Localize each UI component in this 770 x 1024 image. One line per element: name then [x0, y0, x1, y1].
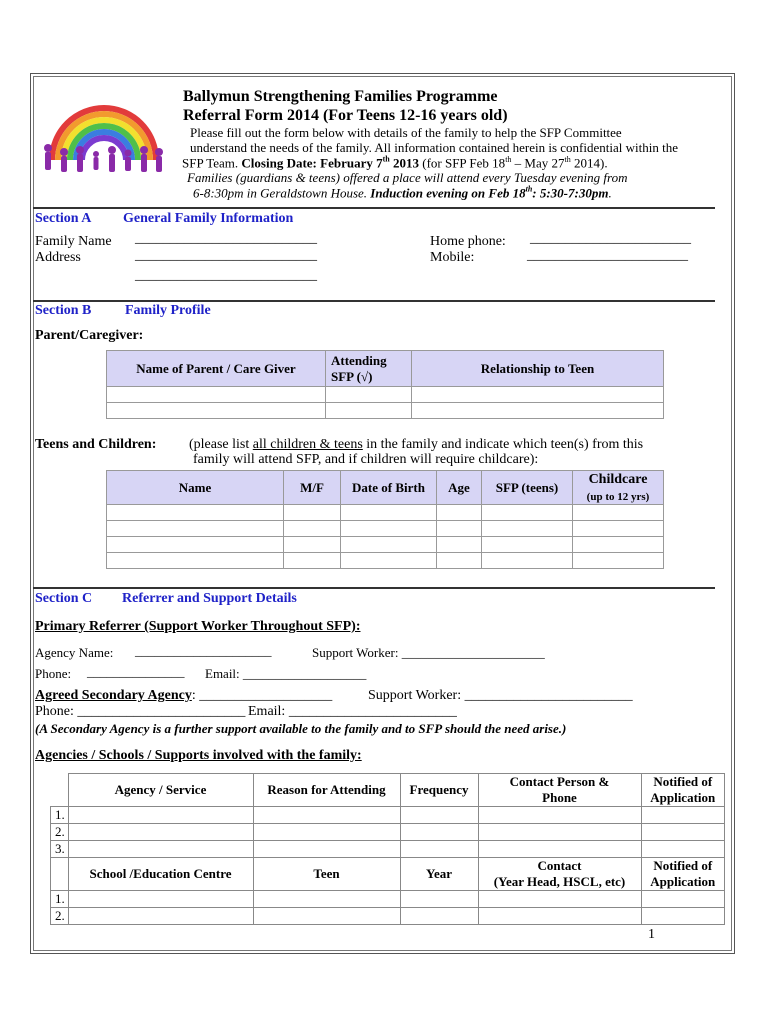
col-school-notified-line2: Application [650, 874, 716, 889]
secondary-email-field[interactable]: Email: ________________________ [248, 704, 457, 719]
agencies-table-header [51, 774, 725, 807]
teens-children-label: Teens and Children: [35, 437, 157, 452]
cell[interactable] [341, 537, 437, 553]
col-name: Name [107, 471, 284, 505]
cell[interactable] [437, 521, 482, 537]
agencies-heading: Agencies / Schools / Supports involved with the family: [35, 748, 362, 763]
section-divider-a [33, 207, 715, 209]
secondary-agency-heading: Agreed Secondary Agency [35, 688, 192, 703]
phone-field[interactable]: _______________ [87, 664, 185, 679]
table-row[interactable] [51, 807, 725, 824]
cell[interactable] [253, 841, 400, 858]
row-number: 2. [51, 824, 69, 841]
col-childcare-line2: (up to 12 yrs) [586, 491, 650, 503]
col-school-notified [641, 858, 725, 891]
section-a-label: Section A [35, 211, 92, 226]
section-c-label: Section C [35, 591, 93, 606]
cell[interactable] [478, 908, 641, 925]
col-contact-line1: Contact Person & [509, 774, 610, 789]
cell[interactable] [326, 403, 412, 419]
parent-table-header [107, 351, 664, 387]
page-number: 1 [648, 927, 655, 942]
secondary-support-worker-field[interactable]: Support Worker: ________________________ [368, 688, 633, 703]
induction-time: : 5:30-7:30pm [532, 185, 609, 201]
cell [51, 858, 69, 891]
induction-text: Induction evening on Feb 18 [370, 185, 526, 201]
cell[interactable] [253, 807, 400, 824]
primary-referrer-heading: Primary Referrer (Support Worker Throughout SFP): [35, 619, 361, 634]
table-row[interactable] [107, 521, 664, 537]
cell[interactable] [482, 537, 573, 553]
cell[interactable] [478, 891, 641, 908]
family-name-label: Family Name [35, 234, 112, 249]
teens-note-line2: family will attend SFP, and if children will require childcare): [193, 452, 539, 467]
intro-text-line2: understand the needs of the family. All information contained herein is confidential within the [190, 140, 678, 155]
cell[interactable] [573, 553, 664, 569]
row-number: 3. [51, 841, 69, 858]
teens-note-emphasis: all children & teens [252, 437, 363, 452]
intro-text-line3 [182, 155, 608, 171]
col-school-notified-line1: Notified of [653, 858, 713, 873]
cell[interactable] [437, 505, 482, 521]
row-number: 1. [51, 807, 69, 824]
col-attending [326, 351, 412, 387]
cell[interactable] [341, 553, 437, 569]
rainbow-logo-icon [34, 80, 174, 185]
section-a-title: General Family Information [123, 211, 294, 226]
form-subtitle: Referral Form 2014 (For Teens 12-16 years old) [183, 107, 508, 124]
cell[interactable] [68, 841, 253, 858]
mobile-field[interactable]: _______________________ [527, 248, 688, 263]
cell[interactable] [68, 891, 253, 908]
col-reason: Reason for Attending [253, 774, 400, 807]
home-phone-field[interactable]: _______________________ [530, 231, 691, 246]
cell[interactable] [68, 824, 253, 841]
cell[interactable] [326, 387, 412, 403]
col-notified-line2: Application [650, 790, 716, 805]
cell[interactable] [482, 521, 573, 537]
sfp-dates-year: 2014). [570, 155, 608, 171]
col-attending-line1: Attending [331, 352, 387, 368]
teens-note-start: (please list [189, 437, 253, 452]
col-notified-line1: Notified of [653, 774, 713, 789]
cell[interactable] [253, 891, 400, 908]
cell[interactable] [573, 521, 664, 537]
col-school-contact-line2: (Year Head, HSCL, etc) [493, 874, 626, 889]
secondary-phone-field[interactable]: Phone: ________________________ [35, 704, 246, 719]
col-childcare-line1: Childcare [588, 472, 648, 487]
col-childcare [573, 471, 664, 505]
closing-date-text: Closing Date: February 7 [241, 155, 383, 171]
cell[interactable] [107, 403, 326, 419]
table-row[interactable] [107, 553, 664, 569]
induction-period: . [608, 185, 612, 201]
cell[interactable] [482, 505, 573, 521]
table-row[interactable] [51, 824, 725, 841]
sfp-dates-start: (for SFP Feb 18 [418, 155, 506, 171]
col-parent-name: Name of Parent / Care Giver [107, 351, 326, 387]
cell[interactable] [641, 807, 725, 824]
col-year: Year [400, 858, 478, 891]
section-divider-b [33, 300, 715, 302]
col-teen: Teen [253, 858, 400, 891]
col-school: School /Education Centre [68, 858, 253, 891]
cell[interactable] [107, 537, 284, 553]
cell[interactable] [641, 841, 725, 858]
sfp-dates-end: – May 27 [511, 155, 565, 171]
table-row[interactable] [107, 403, 664, 419]
cell[interactable] [107, 505, 284, 521]
cell[interactable] [253, 824, 400, 841]
agency-name-label: Agency Name: [35, 645, 114, 660]
cell[interactable] [284, 505, 341, 521]
intro-text-line1: Please fill out the form below with details of the family to help the SFP Committee [190, 125, 622, 140]
secondary-agency-note: (A Secondary Agency is a further support available to the family and to SFP should the need arise.) [35, 721, 567, 736]
cell [51, 774, 69, 807]
teens-note-line1 [189, 437, 643, 453]
closing-date-year: 2013 [389, 155, 419, 171]
cell[interactable] [412, 403, 664, 419]
cell[interactable] [107, 553, 284, 569]
cell[interactable] [253, 908, 400, 925]
table-row[interactable] [51, 891, 725, 908]
mobile-label: Mobile: [430, 250, 475, 265]
table-row[interactable] [107, 537, 664, 553]
cell[interactable] [400, 824, 478, 841]
cell[interactable] [573, 505, 664, 521]
agency-name-field[interactable]: _____________________ [135, 643, 272, 658]
col-notified [641, 774, 725, 807]
section-b-label: Section B [35, 303, 92, 318]
row-number: 2. [51, 908, 69, 925]
cell[interactable] [641, 824, 725, 841]
cell[interactable] [400, 841, 478, 858]
col-school-contact [478, 858, 641, 891]
cell[interactable] [412, 387, 664, 403]
support-worker-field[interactable]: Support Worker: ______________________ [312, 645, 545, 660]
parent-caregiver-label: Parent/Caregiver: [35, 328, 144, 343]
cell[interactable] [341, 521, 437, 537]
induction-sup: th [525, 185, 533, 194]
form-title: Ballymun Strengthening Families Programme [183, 88, 498, 105]
col-mf: M/F [284, 471, 341, 505]
italic-note-line1: Families (guardians & teens) offered a place will attend every Tuesday evening from [187, 170, 628, 185]
cell[interactable] [68, 908, 253, 925]
sfp-logo [34, 80, 174, 185]
cell[interactable] [478, 807, 641, 824]
cell[interactable] [341, 505, 437, 521]
teens-table-header [107, 471, 664, 505]
address-label: Address [35, 250, 81, 265]
col-attending-line2: SFP (√) [331, 368, 373, 384]
cell[interactable] [478, 824, 641, 841]
parent-table [106, 350, 664, 419]
cell[interactable] [107, 387, 326, 403]
teens-note-end: in the family and indicate which teen(s) from this [362, 437, 644, 452]
cell[interactable] [641, 891, 725, 908]
secondary-agency-field[interactable]: : ___________________ [191, 688, 333, 703]
teens-table [106, 470, 664, 569]
italic-note-line2 [193, 185, 612, 201]
agencies-table [50, 773, 725, 925]
email-field[interactable]: Email: ___________________ [205, 666, 367, 681]
cell[interactable] [641, 908, 725, 925]
cell[interactable] [284, 521, 341, 537]
cell[interactable] [400, 891, 478, 908]
cell[interactable] [478, 841, 641, 858]
cell[interactable] [437, 553, 482, 569]
sfp-dates-sup2: th [564, 155, 571, 164]
col-sfp-teens: SFP (teens) [482, 471, 573, 505]
col-agency-service: Agency / Service [68, 774, 253, 807]
row-number: 1. [51, 891, 69, 908]
col-contact-person [478, 774, 641, 807]
cell[interactable] [400, 807, 478, 824]
secondary-agency-line [35, 688, 332, 704]
table-row[interactable] [107, 387, 664, 403]
closing-date-sup: th [382, 155, 390, 164]
col-contact-line2: Phone [542, 790, 577, 805]
cell[interactable] [482, 553, 573, 569]
cell[interactable] [107, 521, 284, 537]
section-divider-c [33, 587, 715, 589]
col-school-contact-line1: Contact [537, 858, 582, 873]
col-age: Age [437, 471, 482, 505]
cell[interactable] [573, 537, 664, 553]
intro-team-text: SFP Team. [182, 155, 242, 171]
schools-table-header [51, 858, 725, 891]
address-field-line2[interactable]: __________________________ [135, 268, 317, 283]
cell[interactable] [284, 553, 341, 569]
address-field-line1[interactable]: __________________________ [135, 248, 317, 263]
section-c-title: Referrer and Support Details [122, 591, 297, 606]
family-name-field[interactable]: __________________________ [135, 231, 317, 246]
phone-label: Phone: [35, 666, 72, 681]
cell[interactable] [284, 537, 341, 553]
home-phone-label: Home phone: [430, 234, 506, 249]
col-frequency: Frequency [400, 774, 478, 807]
table-row[interactable] [51, 841, 725, 858]
col-relationship: Relationship to Teen [412, 351, 664, 387]
table-row[interactable] [51, 908, 725, 925]
table-row[interactable] [107, 505, 664, 521]
venue-text: 6-8:30pm in Geraldstown House. [193, 185, 371, 201]
cell[interactable] [400, 908, 478, 925]
cell[interactable] [68, 807, 253, 824]
section-b-title: Family Profile [125, 303, 211, 318]
col-dob: Date of Birth [341, 471, 437, 505]
sfp-dates-sup1: th [505, 155, 512, 164]
cell[interactable] [437, 537, 482, 553]
